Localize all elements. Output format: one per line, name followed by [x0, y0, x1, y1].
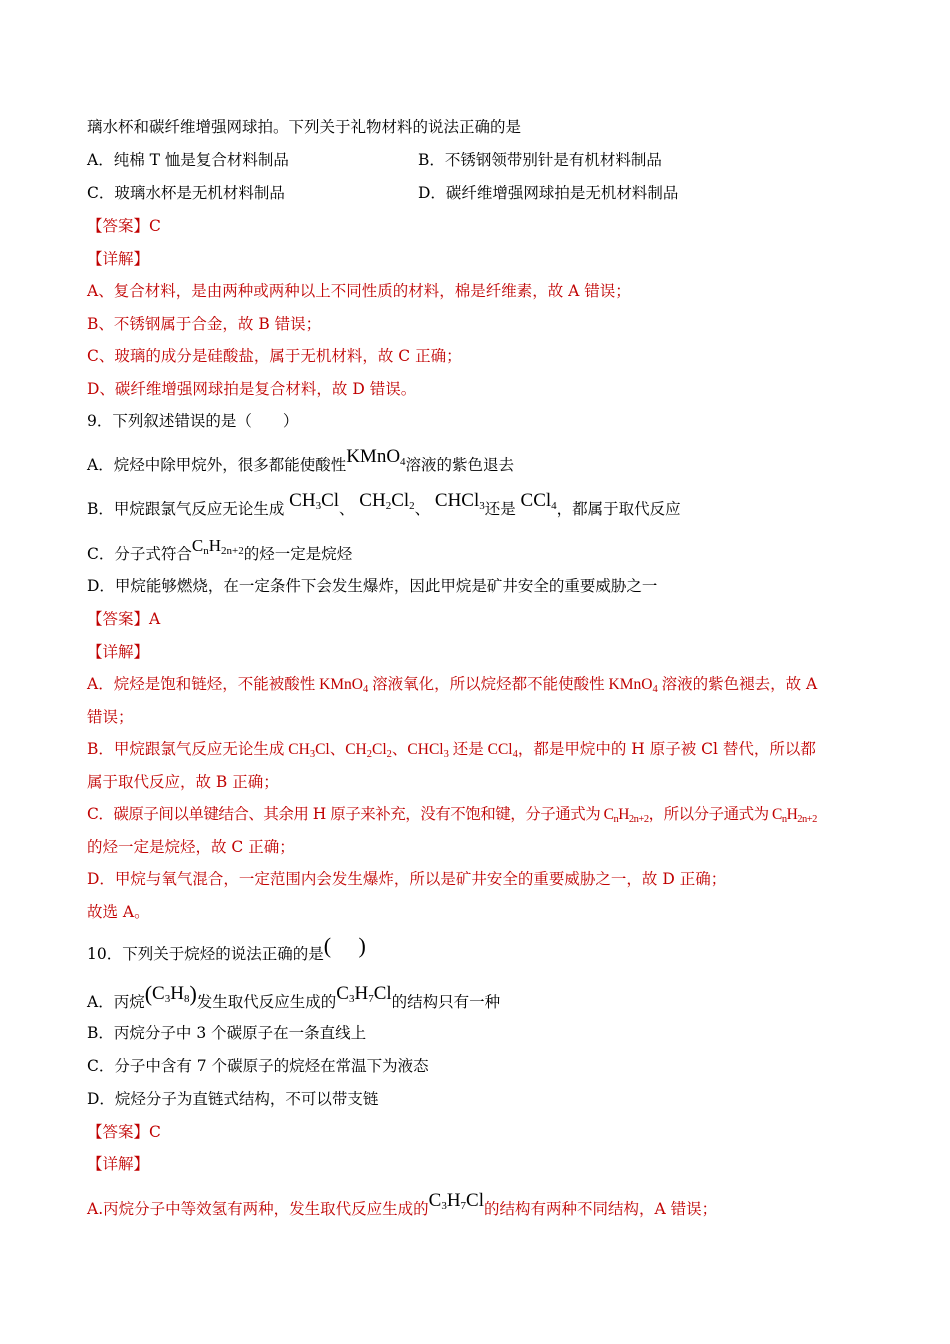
q10-detail-label: 【详解】 [87, 1155, 150, 1173]
q8-option-a: A．纯棉 T 恤是复合材料制品 [87, 151, 289, 169]
q10-option-c: C．分子中含有 7 个碳原子的烷烃在常温下为液态 [87, 1057, 429, 1075]
q10-option-a-text: A．丙烷 [87, 993, 145, 1011]
q10-answer: 【答案】C [87, 1123, 161, 1141]
formula-c3h8: $(C_3H_8)$ [144, 981, 197, 1006]
text: 的结构有两种不同结构，A 错误； [484, 1200, 718, 1218]
text: ，所以分子通式为 [648, 805, 769, 823]
q10-option-a-text-end: 的结构只有一种 [391, 993, 501, 1011]
q9-answer: 【答案】A [87, 610, 161, 628]
q8-answer: 【答案】C [87, 217, 161, 235]
q8-option-d: D．碳纤维增强网球拍是无机材料制品 [418, 184, 679, 202]
q9-explanation-b-line2: 属于取代反应，故 B 正确； [87, 773, 279, 791]
q10-stem-text: 10．下列关于烷烃的说法正确的是 [87, 945, 324, 963]
q9-explanation-c-line1 [87, 804, 817, 825]
q9-explanation-b-line1 [87, 739, 816, 760]
separator: 还是 [484, 500, 516, 518]
text: A.丙烷分子中等效氢有两种，发生取代反应生成的 [87, 1200, 429, 1218]
q9-option-a-text-end: 溶液的紫色退去 [405, 456, 515, 474]
answer-blank: ( ) [323, 933, 366, 958]
q9-option-c [87, 536, 353, 564]
q8-explanation-c: C、玻璃的成分是硅酸盐，属于无机材料，故 C 正确； [87, 347, 462, 365]
q9-detail-label: 【详解】 [87, 643, 150, 661]
q9-option-a [87, 446, 515, 475]
formula-chcl3: CHCl$_3$ [430, 490, 485, 512]
text: 溶液氧化，所以烷烃都不能使酸性 [372, 675, 605, 693]
formula-cnh2n2: $C_nH_{2n+2}$ [600, 806, 649, 825]
q9-option-d: D．甲烷能够燃烧，在一定条件下会发生爆炸，因此甲烷是矿井安全的重要威胁之一 [87, 577, 658, 595]
formula-cnh2n2: $C_nH_{2n+2}$ [191, 536, 244, 557]
q8-option-c: C．玻璃水杯是无机材料制品 [87, 184, 285, 202]
q8-options-row1 [87, 150, 867, 170]
formula-c3h7cl: $C_3H_7Cl$ [428, 1190, 484, 1212]
q10-option-b: B．丙烷分子中 3 个碳原子在一条直线上 [87, 1024, 367, 1042]
q10-option-a [87, 981, 501, 1012]
text: C．碳原子间以单键结合、其余用 H 原子来补充，没有不饱和键，分子通式为 [87, 805, 601, 823]
text: 溶液的紫色褪去，故 A [661, 675, 818, 693]
formula-ccl4: CCl$_4$ [483, 741, 518, 760]
formula-c3h7cl: $C_3H_7Cl$ [336, 983, 392, 1005]
formula-ch2cl2: $CH_2Cl_2$ [354, 490, 415, 512]
q9-explanation-a-line2: 错误； [87, 708, 134, 726]
formula-kmno4: KMnO$_4$ [346, 446, 406, 468]
q9-conclusion: 故选 A。 [87, 903, 150, 921]
formula-cnh2n2: $C_nH_{2n+2}$ [768, 806, 817, 825]
q8-option-b: B．不锈钢领带别针是有机材料制品 [418, 151, 662, 169]
q10-option-d: D．烷烃分子为直链式结构，不可以带支链 [87, 1090, 379, 1108]
formula-kmno4: KMnO$_4$ [604, 676, 658, 695]
q8-explanation-d: D、碳纤维增强网球拍是复合材料，故 D 错误。 [87, 380, 417, 398]
q9-option-b-text-end: ，都属于取代反应 [556, 500, 681, 518]
formula-ch3cl: $CH_3Cl$ [284, 490, 340, 512]
q8-explanation-b: B、不锈钢属于合金，故 B 错误； [87, 315, 322, 333]
q9-stem: 9．下列叙述错误的是（ ） [87, 412, 299, 430]
separator: 、 [414, 500, 431, 518]
q9-explanation-c-line2: 的烃一定是烷烃，故 C 正确； [87, 838, 295, 856]
formula-ccl4: CCl$_4$ [515, 490, 557, 512]
formula-kmno4: KMnO$_4$ [315, 676, 369, 695]
q9-explanation-a-line1 [87, 674, 817, 695]
separator: 、 [339, 500, 355, 518]
q10-stem [87, 933, 366, 964]
q8-options-row2 [87, 183, 867, 203]
text: A．烷烃是饱和链烃，不能被酸性 [87, 675, 316, 693]
q9-option-c-text-end: 的烃一定是烷烃 [243, 545, 353, 563]
q9-option-b [87, 490, 681, 519]
text: 还是 [452, 740, 484, 758]
q8-stem-text: 璃水杯和碳纤维增强网球拍。下列关于礼物材料的说法正确的是 [87, 118, 522, 136]
text: B．甲烷跟氯气反应无论生成 [87, 740, 285, 758]
q8-explanation-a: A、复合材料，是由两种或两种以上不同性质的材料，棉是纤维素，故 A 错误； [87, 282, 631, 300]
formula-list: $CH_3Cl$、$CH_2Cl_2$、CHCl$_3$ [284, 741, 449, 760]
q9-option-c-text: C．分子式符合 [87, 545, 192, 563]
q9-option-a-text: A．烷烃中除甲烷外，很多都能使酸性 [87, 456, 347, 474]
q10-explanation-a [87, 1190, 718, 1219]
q9-explanation-d: D．甲烷与氧气混合，一定范围内会发生爆炸，所以是矿井安全的重要威胁之一，故 D 正确； [87, 870, 727, 888]
q8-stem [87, 117, 521, 137]
q8-detail-label: 【详解】 [87, 250, 150, 268]
q9-option-b-text: B．甲烷跟氯气反应无论生成 [87, 500, 285, 518]
text: ，都是甲烷中的 H 原子被 Cl 替代，所以都 [517, 740, 816, 758]
q10-option-a-text-mid: 发生取代反应生成的 [196, 993, 337, 1011]
